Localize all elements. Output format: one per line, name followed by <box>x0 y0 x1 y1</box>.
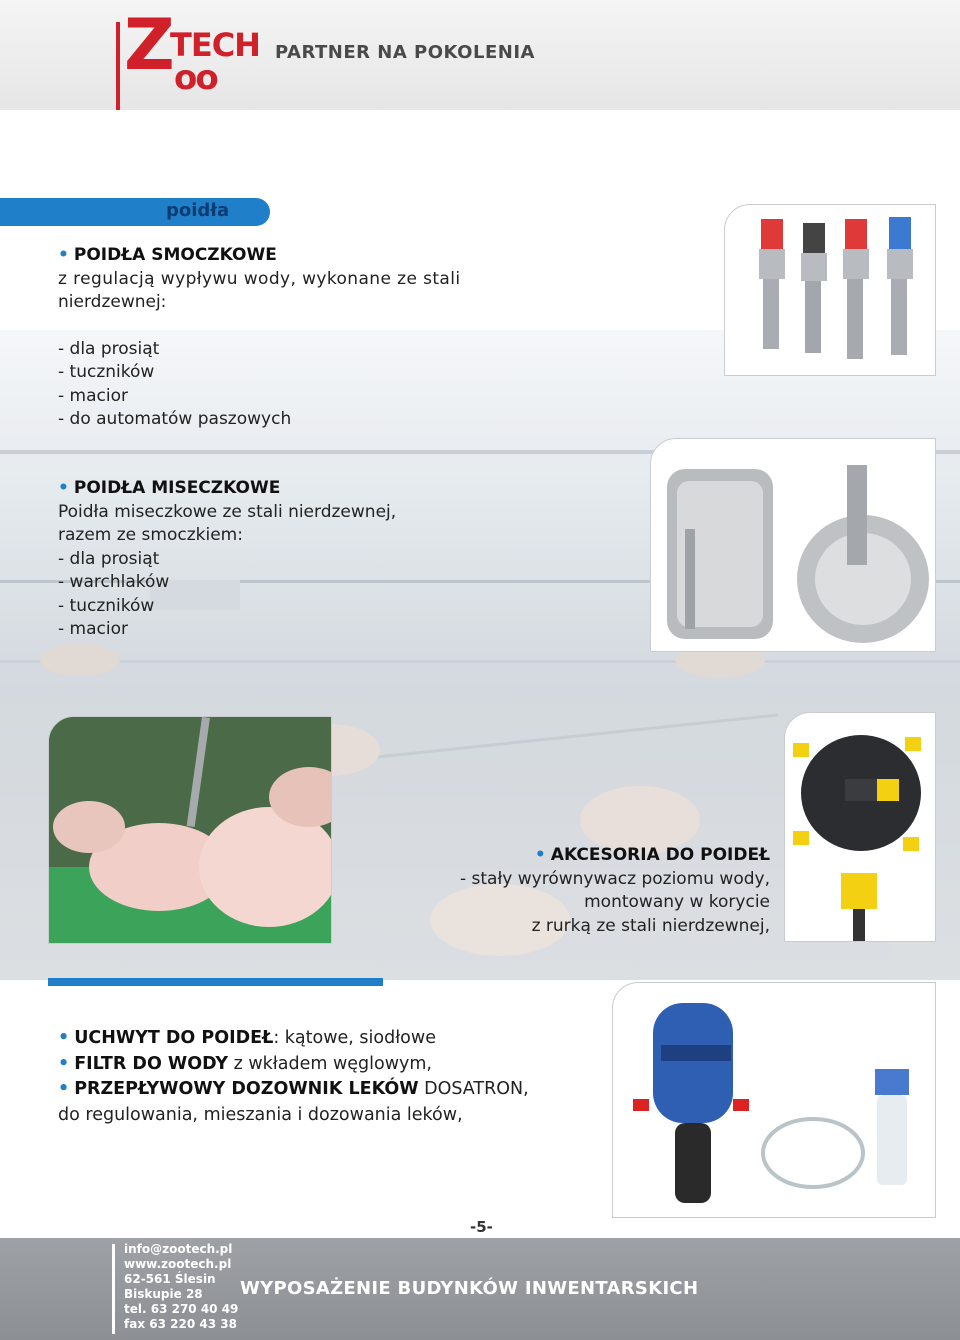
bullet-icon: • <box>58 478 69 498</box>
block2-line2: razem ze smoczkiem: <box>58 525 243 545</box>
level-regulator-photo <box>784 712 936 942</box>
list-item: - dla prosiąt <box>58 548 160 569</box>
section-tab <box>0 198 270 226</box>
bullet-icon: • <box>58 1053 70 1074</box>
section-title: poidła <box>166 200 230 221</box>
address-line1: 62-561 Ślesin <box>124 1272 216 1286</box>
block1-line2: nierdzewnej: <box>58 292 167 312</box>
row1-rest: : kątowe, siodłowe <box>273 1028 436 1048</box>
bowl-drinkers-photo <box>650 438 936 652</box>
email[interactable]: info@zootech.pl <box>124 1242 233 1256</box>
row1-bold: UCHWYT DO POIDEŁ <box>74 1028 274 1048</box>
list-item: - macior <box>58 385 128 406</box>
list-item: - tuczników <box>58 595 155 616</box>
list-item: - dla prosiąt <box>58 338 160 359</box>
list-item: - macior <box>58 619 128 639</box>
dosatron-filter-photo <box>612 982 936 1218</box>
row2-rest: z wkładem węglowym, <box>228 1053 432 1074</box>
header <box>0 0 960 110</box>
block1-heading: POIDŁA SMOCZKOWE <box>73 245 277 265</box>
list-item: - tuczników <box>58 362 155 382</box>
row3-rest: DOSATRON, <box>418 1079 529 1099</box>
piglets-photo <box>48 716 332 944</box>
bullet-icon: • <box>58 245 69 265</box>
block3-line3: z rurką ze stali nierdzewnej, <box>531 915 770 936</box>
bowl-drinkers-block <box>58 477 478 642</box>
holders-filters-block <box>58 1026 598 1128</box>
accessories-block <box>400 844 770 938</box>
bullet-icon: • <box>58 1028 70 1048</box>
block3-line1: - stały wyrównywacz poziomu wody, <box>459 868 770 889</box>
nipple-drinkers-block <box>58 244 478 432</box>
bullet-icon: • <box>534 845 546 865</box>
blue-divider <box>48 978 383 986</box>
row3-bold: PRZEPŁYWOWY DOZOWNIK LEKÓW <box>74 1079 419 1099</box>
footer <box>0 1238 960 1340</box>
phone: tel. 63 270 40 49 <box>124 1302 239 1316</box>
block1-line1: z regulacją wypływu wody, wykonane ze stali <box>58 268 461 289</box>
list-item: - do automatów paszowych <box>58 409 292 429</box>
footer-title: WYPOSAŻENIE BUDYNKÓW INWENTARSKICH <box>240 1278 699 1299</box>
block2-heading: POIDŁA MISECZKOWE <box>73 478 281 498</box>
nipple-drinkers-photo <box>724 204 936 376</box>
page-number: -5- <box>470 1218 493 1236</box>
block3-line2: montowany w korycie <box>584 892 770 912</box>
fax: fax 63 220 43 38 <box>124 1317 237 1331</box>
contact-info <box>124 1242 238 1332</box>
block2-line1: Poidła miseczkowe ze stali nierdzewnej, <box>58 501 397 522</box>
tagline: PARTNER NA POKOLENIA <box>275 42 535 63</box>
address-line2: Biskupie 28 <box>124 1287 203 1301</box>
website[interactable]: www.zootech.pl <box>124 1257 232 1271</box>
list-item: - warchlaków <box>58 572 170 592</box>
block4-line4: do regulowania, mieszania i dozowania leków, <box>58 1104 463 1125</box>
row2-bold: FILTR DO WODY <box>74 1053 229 1074</box>
zootech-logo: Z TECH oo <box>116 4 266 104</box>
bullet-icon: • <box>58 1079 70 1099</box>
block3-heading: AKCESORIA DO POIDEŁ <box>550 845 770 865</box>
